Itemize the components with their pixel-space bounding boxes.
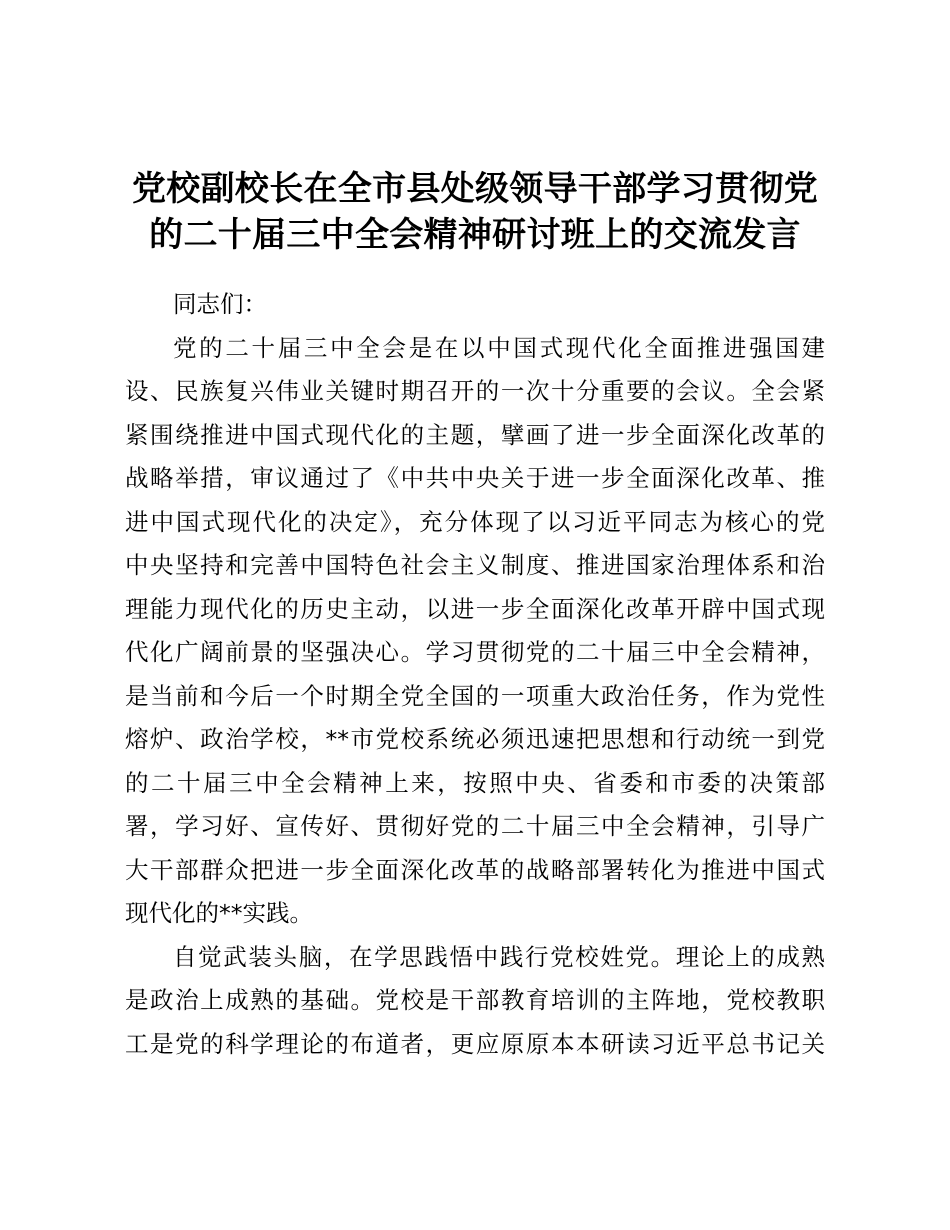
paragraph-line: 战略举措，审议通过了《中共中央关于进一步全面深化改革、推 (125, 464, 825, 492)
paragraph-line: 进中国式现代化的决定》，充分体现了以习近平同志为核心的党 (125, 507, 825, 536)
paragraph-line: 设、民族复兴伟业关键时期召开的一次十分重要的会议。全会紧 (125, 377, 825, 405)
paragraph-line: 现代化的**实践。 (125, 899, 313, 927)
salutation: 同志们： (173, 290, 267, 318)
paragraph-line: 代化广阔前景的坚强决心。学习贯彻党的二十届三中全会精神， (125, 638, 825, 666)
title-line-1: 党校副校长在全市县处级领导干部学习贯彻党 (132, 169, 818, 209)
paragraph-line: 紧围绕推进中国式现代化的主题，擘画了进一步全面深化改革的 (125, 420, 825, 449)
paragraph-line: 党的二十届三中全会是在以中国式现代化全面推进强国建 (173, 333, 825, 362)
paragraph-line: 工是党的科学理论的布道者，更应原原本本研读习近平总书记关 (125, 1029, 825, 1058)
title-line-2: 的二十届三中全会精神研讨班上的交流发言 (149, 215, 801, 255)
paragraph-1 (125, 327, 825, 936)
paragraph-line: 是政治上成熟的基础。党校是干部教育培训的主阵地，党校教职 (125, 986, 825, 1014)
paragraph-line: 理能力现代化的历史主动，以进一步全面深化改革开辟中国式现 (125, 594, 825, 623)
paragraph-2 (125, 936, 825, 1067)
document-title (120, 166, 830, 258)
paragraph-line: 署，学习好、宣传好、贯彻好党的二十届三中全会精神，引导广 (125, 812, 825, 840)
paragraph-line: 是当前和今后一个时期全党全国的一项重大政治任务，作为党性 (125, 681, 825, 710)
paragraph-line: 自觉武装头脑，在学思践悟中践行党校姓党。理论上的成熟 (173, 942, 825, 971)
paragraph-line: 熔炉、政治学校，**市党校系统必须迅速把思想和行动统一到党 (125, 725, 825, 753)
document-body (125, 283, 825, 1066)
paragraph-line: 大干部群众把进一步全面深化改革的战略部署转化为推进中国式 (125, 855, 825, 884)
paragraph-line: 中央坚持和完善中国特色社会主义制度、推进国家治理体系和治 (125, 551, 825, 579)
paragraph-line: 的二十届三中全会精神上来，按照中央、省委和市委的决策部 (125, 768, 825, 797)
